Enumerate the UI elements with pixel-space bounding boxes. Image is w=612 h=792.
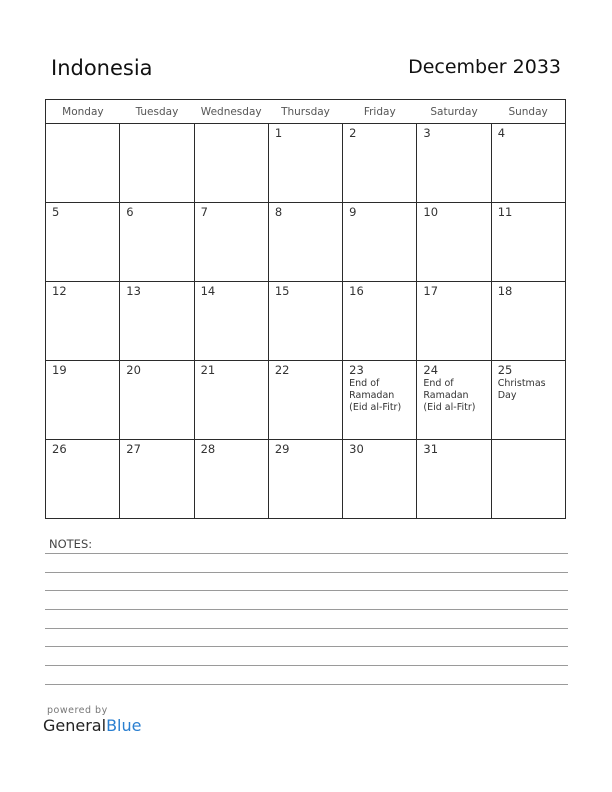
day-cell [268, 282, 342, 361]
weekday-header: Wednesday [194, 100, 268, 124]
day-cell [491, 282, 565, 361]
powered-by-text: powered by [47, 705, 108, 716]
day-number: 22 [274, 363, 290, 377]
day-cell [268, 440, 342, 519]
week-row [46, 361, 566, 440]
day-cell [343, 124, 417, 203]
day-cell [194, 440, 268, 519]
note-line [45, 572, 568, 573]
day-number: 18 [497, 284, 513, 298]
day-cell [120, 124, 194, 203]
day-number: 19 [52, 363, 67, 377]
weekday-header: Saturday [417, 100, 491, 124]
day-number: 10 [423, 205, 439, 219]
day-cell [268, 203, 342, 282]
day-cell [343, 440, 417, 519]
day-number: 3 [423, 126, 431, 140]
day-number: 5 [52, 205, 60, 219]
day-cell [120, 440, 194, 519]
day-cell [46, 203, 120, 282]
weekday-header: Thursday [268, 100, 342, 124]
day-number: 14 [200, 284, 216, 298]
day-number: 23 [349, 363, 364, 377]
day-number: 28 [200, 442, 216, 456]
day-cell [120, 282, 194, 361]
brand-blue: Blue [106, 716, 142, 735]
week-row [46, 440, 566, 519]
day-cell [417, 203, 491, 282]
day-number: 8 [274, 205, 283, 219]
note-line [45, 684, 568, 685]
day-cell [194, 203, 268, 282]
day-cell [120, 203, 194, 282]
weekday-header-row [46, 100, 566, 124]
brand-general: General [43, 716, 107, 735]
day-number: 12 [52, 284, 67, 298]
day-number: 31 [423, 442, 439, 456]
day-number: 26 [52, 442, 67, 456]
day-number: 29 [274, 442, 290, 456]
day-number: 1 [274, 126, 283, 140]
calendar-grid [45, 99, 566, 519]
day-number: 7 [200, 205, 208, 219]
week-row [46, 124, 566, 203]
notes-label: NOTES: [49, 537, 93, 551]
day-number: 11 [497, 205, 513, 219]
day-number: 20 [126, 363, 141, 377]
country-title: Indonesia [51, 56, 153, 80]
note-line [45, 646, 568, 647]
day-number: 16 [349, 284, 364, 298]
day-number: 21 [200, 363, 216, 377]
day-cell [417, 282, 491, 361]
day-cell [268, 124, 342, 203]
day-number: 13 [126, 284, 141, 298]
weekday-header: Sunday [491, 100, 565, 124]
day-number: 27 [126, 442, 141, 456]
weekday-header: Tuesday [120, 100, 194, 124]
note-line [45, 590, 568, 591]
day-cell [491, 124, 565, 203]
holiday-event: End of Ramadan (Eid al-Fitr) [349, 378, 402, 413]
day-number: 2 [349, 126, 357, 140]
holiday-event: Christmas Day [497, 378, 546, 401]
day-cell [491, 440, 565, 519]
note-line [45, 665, 568, 666]
day-number: 15 [274, 284, 290, 298]
day-cell [194, 282, 268, 361]
day-cell [194, 124, 268, 203]
day-cell [268, 361, 342, 440]
weekday-header: Friday [343, 100, 417, 124]
day-cell [343, 282, 417, 361]
day-cell [120, 361, 194, 440]
day-cell [491, 203, 565, 282]
day-cell [417, 124, 491, 203]
holiday-event: End of Ramadan (Eid al-Fitr) [423, 378, 476, 413]
week-row [46, 282, 566, 361]
brand-logo [43, 716, 141, 735]
day-number: 17 [423, 284, 439, 298]
note-line [45, 609, 568, 610]
day-cell [491, 361, 565, 440]
day-number: 6 [126, 205, 134, 219]
week-row [46, 203, 566, 282]
day-number: 4 [497, 126, 506, 140]
day-cell [417, 361, 491, 440]
day-cell [46, 282, 120, 361]
note-line [45, 628, 568, 629]
day-cell [46, 124, 120, 203]
day-cell [343, 203, 417, 282]
day-cell [417, 440, 491, 519]
day-cell [46, 440, 120, 519]
day-cell [343, 361, 417, 440]
month-year-title: December 2033 [408, 56, 561, 78]
note-line [45, 553, 568, 554]
day-number: 24 [423, 363, 439, 377]
weekday-header: Monday [46, 100, 120, 124]
day-number: 30 [349, 442, 364, 456]
day-number: 9 [349, 205, 357, 219]
day-cell [46, 361, 120, 440]
day-number: 25 [497, 363, 513, 377]
day-cell [194, 361, 268, 440]
